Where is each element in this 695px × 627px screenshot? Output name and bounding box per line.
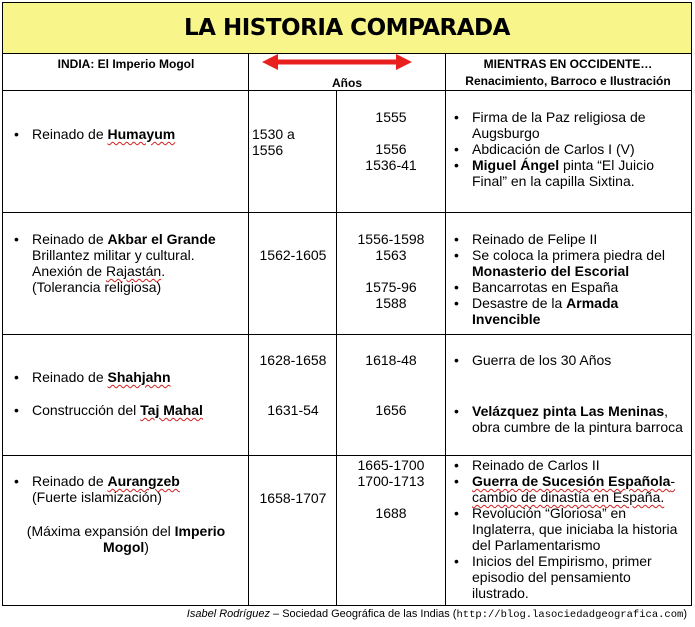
row3-west-year-2: 1656 <box>375 402 407 418</box>
row1-west-years: 1555 1556 1536-41 <box>365 109 417 173</box>
row4-india-note: (Máxima expansión del Imperio Mogol) <box>26 523 226 555</box>
row4-west-years: 1665-1700 1700-1713 1688 <box>357 457 425 521</box>
row3-india-year-1: 1628-1658 <box>259 352 327 368</box>
list-item: • Reinado de Carlos II <box>450 457 690 473</box>
list-item: • Bancarrotas en España <box>450 279 690 295</box>
header-years: Años <box>332 76 362 90</box>
list-item: • Reinado de Humayum <box>10 126 242 142</box>
list-item: • Velázquez pinta Las Meninas, obra cumbre de la pintura barroca <box>450 403 690 435</box>
footer-link[interactable]: http://blog.lasociedadgeografica.com <box>456 609 684 621</box>
row4-west <box>450 457 690 601</box>
list-item: • Revolución “Gloriosa” en Inglaterra, que iniciaba la historia del Parlamentarismo <box>450 505 690 553</box>
list-item: • Reinado de Akbar el Grande Brillantez militar y cultural. Anexión de Rajastán. (Tolerancia religiosa) <box>10 231 246 295</box>
grid-line <box>2 455 692 456</box>
list-item: • Reinado de Felipe II <box>450 231 690 247</box>
row2-west <box>450 231 690 327</box>
header-west-line1: MIENTRAS EN OCCIDENTE… <box>483 57 653 71</box>
grid-line <box>336 91 337 606</box>
list-item: • Guerra de Sucesión Española-cambio de dinastía en España. <box>450 473 690 505</box>
footer-credit: Isabel Rodríguez – Sociedad Geográfica de las Indias (http://blog.lasociedadgeografica.com) <box>186 608 687 621</box>
page-title: LA HISTORIA COMPARADA <box>184 15 510 41</box>
list-item: • Inicios del Empirismo, primer episodio del pensamiento ilustrado. <box>450 553 690 601</box>
row3-india-year-2: 1631-54 <box>267 402 319 418</box>
row1-india-years: 1530 a 1556 <box>252 126 295 158</box>
list-item: • Reinado de Shahjahn <box>10 369 246 385</box>
list-item: • Abdicación de Carlos I (V) <box>450 141 688 157</box>
grid-line <box>248 54 249 606</box>
grid-line <box>2 212 692 213</box>
title-banner <box>2 2 692 54</box>
row3-west-a <box>450 352 690 368</box>
row4-india-years: 1658-1707 <box>259 490 327 506</box>
list-item: • Se coloca la primera piedra del Monasterio del Escorial <box>450 247 690 279</box>
list-item: • Firma de la Paz religiosa de Augsburgo <box>450 109 688 141</box>
row2-west-years: 1556-1598 1563 1575-96 1588 <box>357 231 425 311</box>
grid-line <box>445 54 446 606</box>
header-india: INDIA: El Imperio Mogol <box>57 57 195 71</box>
row3-india-a <box>10 369 246 385</box>
row3-india-b <box>10 402 246 418</box>
grid-line <box>2 334 692 335</box>
row2-india-years: 1562-1605 <box>259 247 327 263</box>
row1-west <box>450 109 688 189</box>
list-item: • Reinado de Aurangzeb (Fuerte islamización) <box>10 473 246 505</box>
row3-west-year-1: 1618-48 <box>365 352 417 368</box>
row1-india <box>10 126 242 142</box>
header-west-line2: Renacimiento, Barroco e Ilustración <box>465 74 671 88</box>
list-item: • Desastre de la Armada Invencible <box>450 295 690 327</box>
row2-india <box>10 231 246 295</box>
double-arrow-icon <box>262 52 412 72</box>
grid-line <box>2 90 692 91</box>
list-item: • Miguel Ángel pinta “El Juicio Final” en la capilla Sixtina. <box>450 157 688 189</box>
row3-west-b <box>450 403 690 435</box>
list-item: • Guerra de los 30 Años <box>450 352 690 368</box>
list-item: • Construcción del Taj Mahal <box>10 402 246 418</box>
row4-india <box>10 473 246 505</box>
